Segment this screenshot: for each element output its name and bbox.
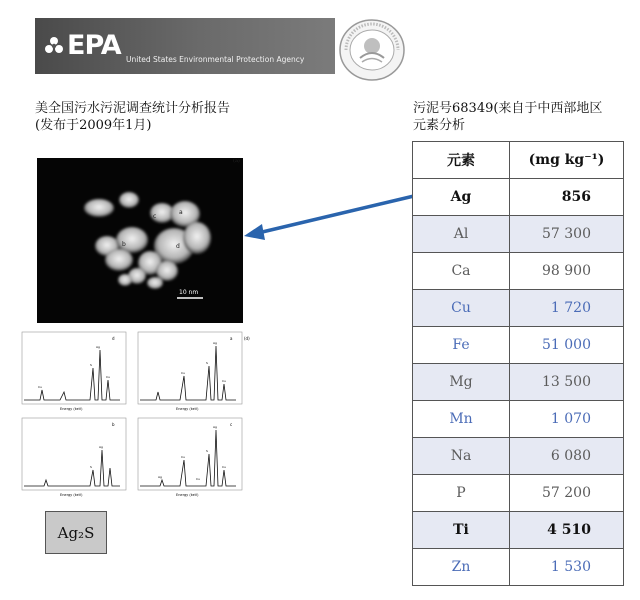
- table-row: [413, 475, 624, 512]
- table-row: [413, 179, 624, 216]
- element-name: Ca: [413, 253, 510, 290]
- eds-peak-cu: Cu: [196, 477, 200, 481]
- eds-axis-caption: Energy (keV): [60, 407, 83, 411]
- eds-label-d: d: [112, 336, 115, 341]
- eds-peak-cu: Cu: [222, 379, 226, 383]
- epa-seal-icon: [338, 18, 406, 82]
- eds-panel-c: [138, 418, 242, 497]
- eds-peak-ag: Ag: [213, 341, 217, 345]
- eds-peak-cu: Cu: [222, 465, 226, 469]
- element-name: Al: [413, 216, 510, 253]
- sample-title-line2: 元素分析: [413, 118, 466, 133]
- scalebar-label: 10 nm: [179, 289, 199, 296]
- eds-label-a: a: [230, 336, 233, 341]
- eds-label-b: b: [112, 422, 115, 427]
- eds-spectra-svg: [20, 330, 250, 500]
- eds-peak-s: S: [206, 449, 208, 453]
- table-row: [413, 216, 624, 253]
- eds-peak-ag: Ag: [99, 445, 103, 449]
- element-value: 13 500: [510, 364, 624, 401]
- eds-axis-caption: Energy (keV): [176, 493, 199, 497]
- sample-title-line1: 污泥号68349(来自于中西部地区: [413, 101, 603, 116]
- epa-banner: [35, 18, 335, 74]
- eds-panel-b: [22, 418, 126, 497]
- compound-label: Ag₂S: [57, 523, 95, 542]
- epa-logo: [43, 30, 121, 61]
- arrow-icon: [240, 190, 420, 240]
- panel-d-label: (d): [244, 336, 250, 341]
- eds-spectra: [20, 330, 250, 500]
- element-value: 856: [510, 179, 624, 216]
- element-table: [412, 141, 624, 586]
- eds-axis-caption: Energy (keV): [176, 407, 199, 411]
- table-row: [413, 364, 624, 401]
- sample-title: [413, 100, 602, 134]
- element-name: Ag: [413, 179, 510, 216]
- eds-peak-cu: Cu: [38, 385, 42, 389]
- table-row: [413, 401, 624, 438]
- element-value: 6 080: [510, 438, 624, 475]
- particle-label-a: a: [179, 209, 183, 216]
- eds-peak-ag: Ag: [158, 475, 162, 479]
- element-name: P: [413, 475, 510, 512]
- eds-axis-caption: Energy (keV): [60, 493, 83, 497]
- element-value: 1 530: [510, 549, 624, 586]
- element-name: Cu: [413, 290, 510, 327]
- eds-peak-s: S: [90, 363, 92, 367]
- element-value: 51 000: [510, 327, 624, 364]
- eds-panel-a: [138, 332, 250, 411]
- eds-peak-s: S: [206, 361, 208, 365]
- report-title-line2: (发布于2009年1月): [35, 118, 152, 133]
- epa-flower-icon: [43, 35, 65, 57]
- element-name: Zn: [413, 549, 510, 586]
- element-name: Na: [413, 438, 510, 475]
- eds-peak-cu: Cu: [181, 371, 185, 375]
- eds-peak-cu: Cu: [181, 455, 185, 459]
- element-value: 57 300: [510, 216, 624, 253]
- eds-label-c: c: [230, 422, 233, 427]
- particle-label-d: d: [176, 243, 180, 250]
- compound-label-box: [45, 511, 107, 554]
- eds-panel-d: [22, 332, 126, 411]
- element-value: 1 720: [510, 290, 624, 327]
- report-title: [35, 100, 230, 134]
- eds-peak-ag: Ag: [96, 345, 100, 349]
- table-row: [413, 549, 624, 586]
- element-value: 1 070: [510, 401, 624, 438]
- table-row: [413, 512, 624, 549]
- particle-label-b: b: [122, 241, 126, 248]
- element-name: Mn: [413, 401, 510, 438]
- table-row: [413, 438, 624, 475]
- table-header-row: [413, 142, 624, 179]
- sem-image: [37, 158, 243, 323]
- table-row: [413, 290, 624, 327]
- eds-peak-s: S: [90, 465, 92, 469]
- eds-peak-ag: Ag: [213, 425, 217, 429]
- eds-peak-cu: Cu: [106, 375, 110, 379]
- element-value: 4 510: [510, 512, 624, 549]
- element-value: 57 200: [510, 475, 624, 512]
- col-element-header: 元素: [413, 142, 510, 179]
- sem-micrograph: [37, 158, 243, 323]
- agency-name: United States Environmental Protection Agency: [126, 55, 305, 64]
- table-row: [413, 253, 624, 290]
- report-title-line1: 美全国污水污泥调查统计分析报告: [35, 101, 231, 116]
- element-name: Fe: [413, 327, 510, 364]
- col-unit-header: (mg kg⁻¹): [510, 142, 624, 179]
- panel-a-label: (a): [233, 158, 240, 164]
- epa-logo-text: EPA: [67, 30, 121, 61]
- element-name: Mg: [413, 364, 510, 401]
- element-value: 98 900: [510, 253, 624, 290]
- table-row: [413, 327, 624, 364]
- element-name: Ti: [413, 512, 510, 549]
- particle-label-c: c: [153, 213, 157, 220]
